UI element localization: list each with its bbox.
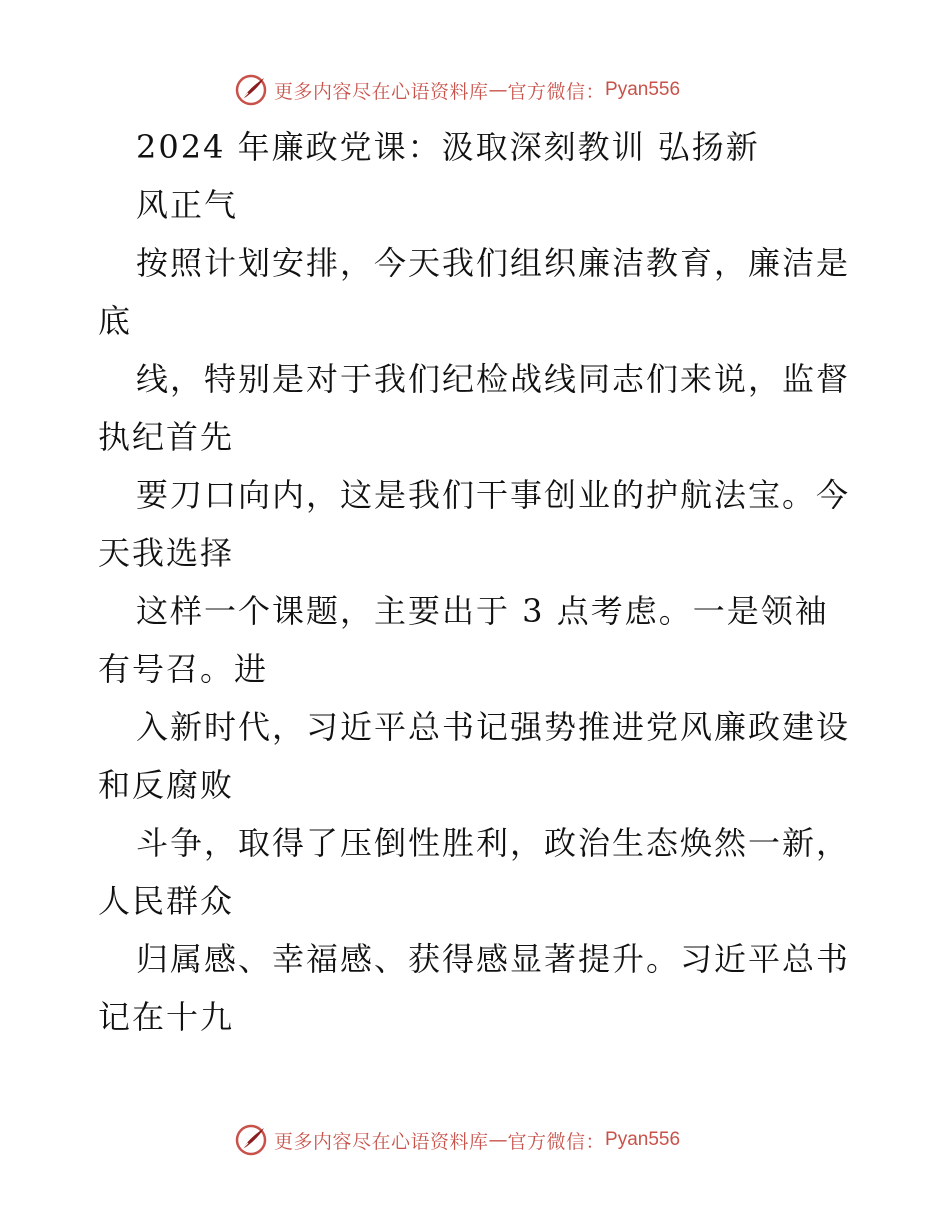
body-line: 按照计划安排，今天我们组织廉洁教育，廉洁是 bbox=[136, 244, 851, 282]
banner-wechat-id: Pyan556 bbox=[605, 79, 681, 100]
document-title-line-2: 风正气 bbox=[136, 186, 239, 224]
body-line: 执纪首先 bbox=[98, 418, 235, 456]
banner-text: 更多内容尽在心语资料库 bbox=[274, 80, 489, 103]
quill-logo-icon bbox=[234, 1123, 268, 1157]
body-line: 人民群众 bbox=[98, 882, 235, 920]
banner-wechat-id: Pyan556 bbox=[605, 1129, 681, 1150]
banner-separator: — bbox=[488, 79, 508, 101]
body-line: 这样一个课题，主要出于 3 点考虑。一是领袖 bbox=[136, 592, 829, 630]
banner-separator: — bbox=[488, 1129, 508, 1151]
body-line: 线，特别是对于我们纪检战线同志们来说，监督 bbox=[136, 360, 851, 398]
body-line: 和反腐败 bbox=[98, 766, 235, 804]
banner-wechat-label: 官方微信： bbox=[507, 80, 606, 103]
body-line: 归属感、幸福感、获得感显著提升。习近平总书 bbox=[136, 940, 851, 978]
body-text bbox=[98, 234, 858, 1046]
body-line: 斗争，取得了压倒性胜利，政治生态焕然一新， bbox=[136, 824, 851, 862]
body-line: 有号召。进 bbox=[98, 650, 269, 688]
body-line: 入新时代，习近平总书记强势推进党风廉政建设 bbox=[136, 708, 851, 746]
header-banner bbox=[234, 72, 680, 108]
banner-wechat-label: 官方微信： bbox=[507, 1130, 606, 1153]
body-line: 记在十九 bbox=[98, 998, 235, 1036]
quill-logo-icon bbox=[234, 73, 268, 107]
banner-text: 更多内容尽在心语资料库 bbox=[274, 1130, 489, 1153]
body-line: 要刀口向内，这是我们干事创业的护航法宝。今 bbox=[136, 476, 851, 514]
footer-banner bbox=[234, 1122, 680, 1158]
body-line: 天我选择 bbox=[98, 534, 235, 572]
document-body bbox=[98, 118, 858, 1046]
body-line: 底 bbox=[98, 302, 133, 340]
document-title-line-1: 2024 年廉政党课：汲取深刻教训 弘扬新 bbox=[136, 128, 760, 166]
